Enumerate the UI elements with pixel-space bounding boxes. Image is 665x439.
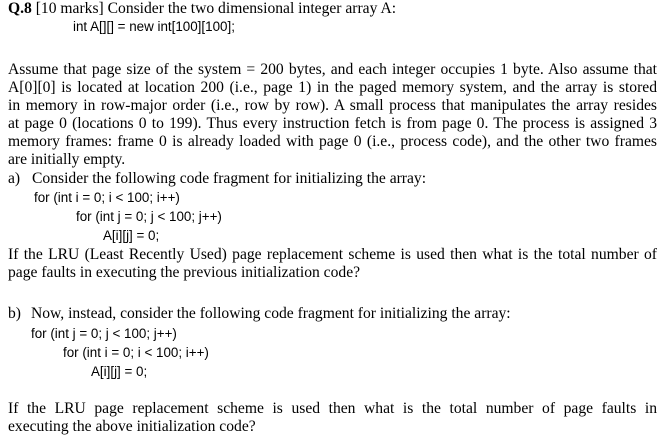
question-marks: [10 marks] Consider the two dimensional integer array A: — [35, 0, 397, 17]
part-b-question-line-2: executing the above initialization code? — [8, 418, 256, 435]
paragraph-line-1: Assume that page size of the system = 200 bytes, and each integer occupies 1 byte. Also assume that — [8, 61, 657, 78]
question-number: Q.8 — [8, 0, 32, 17]
array-declaration-code: int A[][] = new int[100][100]; — [73, 19, 235, 34]
part-a-question-line-2: page faults in executing the previous initialization code? — [8, 264, 361, 281]
part-a-intro: Consider the following code fragment for initializing the array: — [32, 170, 427, 187]
part-a-code-line-3: A[i][j] = 0; — [103, 228, 160, 243]
part-b-intro: Now, instead, consider the following code fragment for initializing the array: — [31, 305, 511, 322]
part-a-label: a) — [8, 170, 21, 187]
part-b-question-line-1: If the LRU page replacement scheme is used then what is the total number of page faults in — [8, 400, 657, 417]
part-b-label: b) — [8, 305, 21, 322]
part-a-code-line-2: for (int j = 0; j < 100; j++) — [76, 209, 222, 224]
paragraph-line-5: memory frames: frame 0 is already loaded with page 0 (i.e., process code), and the other two frames — [8, 133, 657, 150]
part-b-code-line-2: for (int i = 0; i < 100; i++) — [63, 345, 209, 360]
paragraph-line-2: A[0][0] is located at location 200 (i.e., page 1) in the paged memory system, and the array is stored — [8, 79, 657, 96]
part-b-code-line-1: for (int j = 0; j < 100; j++) — [31, 326, 177, 341]
question-header — [8, 0, 396, 18]
part-a-code-line-1: for (int i = 0; i < 100; i++) — [34, 190, 180, 205]
part-b-code-line-3: A[i][j] = 0; — [91, 364, 148, 379]
part-a-question-line-1: If the LRU (Least Recently Used) page replacement scheme is used then what is the total number of — [8, 246, 657, 263]
paragraph-line-6: are initially empty. — [8, 151, 126, 168]
paragraph-line-3: in memory in row-major order (i.e., row by row). A small process that manipulates the array resides — [8, 97, 657, 114]
paragraph-line-4: at page 0 (locations 0 to 199). Thus every instruction fetch is from page 0. The process is assigned 3 — [8, 115, 657, 132]
